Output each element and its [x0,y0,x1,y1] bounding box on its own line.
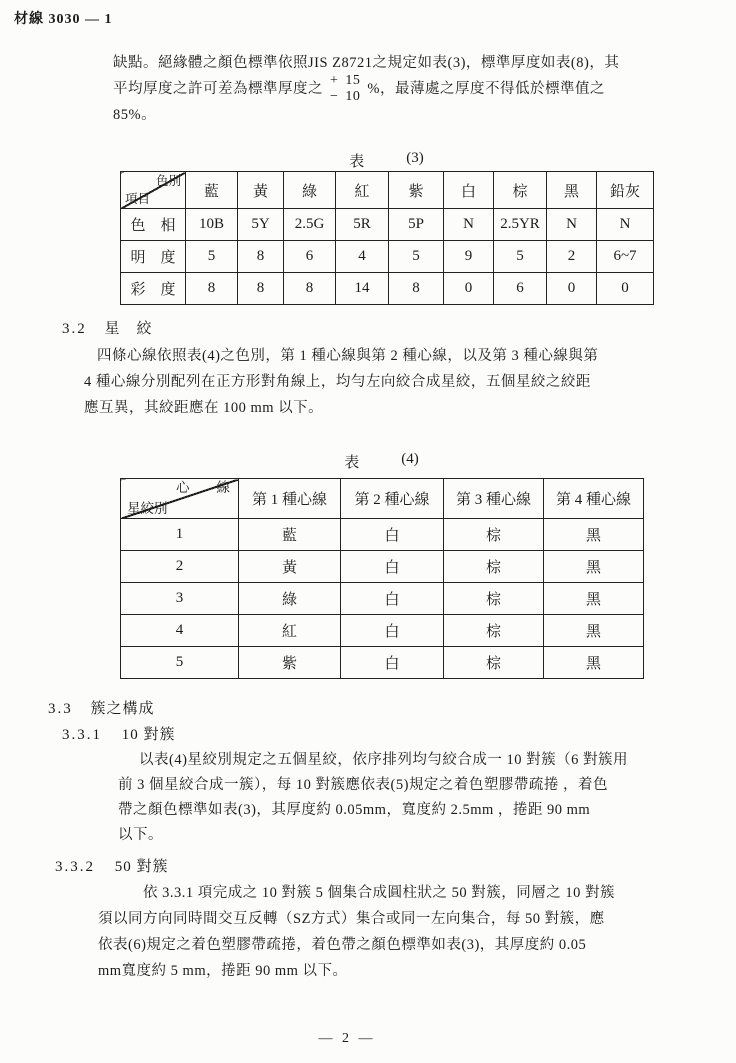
table-3-cell: 0 [547,273,597,305]
table-3-row [121,209,654,241]
table-4-cell: 紅 [239,615,341,647]
table-3-corner-bottom-label: 項目 [125,192,151,206]
table-3-cell: 6 [284,241,336,273]
table-4-corner-bottom-label: 星絞別 [127,501,168,516]
table-4-cell: 黑 [544,647,644,679]
table-3-cell: 8 [238,273,284,305]
intro-line-2-pre: 平均厚度之許可差為標準厚度之 [113,81,323,97]
table-3-col-header: 黃 [238,172,284,209]
table-4-cell: 黑 [544,583,644,615]
table-4-row [121,519,644,551]
tolerance-plus-sign: + [330,73,339,88]
table-4-cell: 黑 [544,519,644,551]
table-3-cell: 9 [444,241,494,273]
table-3 [120,171,654,305]
section-3-3-2-title: 50 對簇 [114,859,169,875]
table-3-cell: 8 [284,273,336,305]
table-4-row-label: 2 [121,551,239,583]
table-3-cell: 0 [444,273,494,305]
page-number: — 2 — [318,1031,376,1046]
table-4-col-header: 第 1 種心線 [239,479,341,519]
tolerance-minus-value: 10 [345,89,361,104]
table-4-caption [120,451,643,472]
section-3-3-1-line: 以表(4)星絞別規定之五個星絞，依序排列均勻絞合成一 10 對簇（6 對簇用 [139,752,629,768]
intro-paragraph [113,50,705,128]
table-3-col-header: 白 [444,172,494,209]
table-4-row [121,551,644,583]
table-4-corner-cell [121,479,239,519]
table-3-row-label: 彩 度 [121,273,186,305]
table-3-caption-label: 表 [349,154,365,170]
table-3-cell: 2.5YR [494,209,547,241]
section-3-3-heading [48,697,155,718]
section-3-2-title: 星 絞 [104,321,153,337]
table-3-col-header: 綠 [284,172,336,209]
section-3-2-line: 4 種心線分別配列在正方形對角線上，均勻左向絞合成星絞，五個星絞之絞距 [84,374,591,390]
table-4-col-header: 第 4 種心線 [544,479,644,519]
table-4-row-label: 3 [121,583,239,615]
table-4-cell: 白 [341,551,444,583]
doc-number: 材線 3030 — 1 [14,12,113,27]
section-3-3-1-line: 以下。 [118,827,163,843]
table-4-cell: 棕 [444,551,544,583]
table-4-cell: 白 [341,583,444,615]
table-3-cell: 10B [186,209,238,241]
section-3-3-2-line: 須以同方向同時間交互反轉（SZ方式）集合或同一左向集合，每 50 對簇，應 [98,911,605,927]
section-3-3-1-title: 10 對簇 [121,727,176,743]
section-3-2-line: 四條心線依照表(4)之色別，第 1 種心線與第 2 種心線，以及第 3 種心線與第 [97,348,599,364]
intro-line-1: 缺點。絕緣體之顏色標準依照JIS Z8721之規定如表(3)，標準厚度如表(8)，其 [113,55,620,71]
table-3-cell: 4 [336,241,389,273]
table-3-cell: 5 [494,241,547,273]
table-3-row [121,241,654,273]
table-3-cell: 5 [186,241,238,273]
section-3-2-heading [62,317,153,338]
table-3-cell: 8 [238,241,284,273]
section-3-3-1-heading [62,723,176,744]
table-3-col-header: 黑 [547,172,597,209]
table-3-cell: 5R [336,209,389,241]
table-3-col-header: 紫 [389,172,444,209]
table-4-cell: 棕 [444,615,544,647]
table-4-row-label: 5 [121,647,239,679]
section-3-2-line: 應互異，其絞距應在 100 mm 以下。 [84,400,324,416]
table-3-cell: 6~7 [597,241,654,273]
table-3-cell: N [444,209,494,241]
table-3-caption [120,150,653,171]
section-3-3-2-heading [55,855,169,876]
table-3-row-label: 色 相 [121,209,186,241]
table-4-col-header: 第 2 種心線 [341,479,444,519]
table-3-caption-number: (3) [406,150,424,166]
table-4-cell: 棕 [444,519,544,551]
intro-line-2 [113,73,705,104]
section-3-2-body [84,343,706,421]
table-3-col-header: 藍 [186,172,238,209]
tolerance-fraction [330,73,360,105]
section-3-2-number: 3.2 [62,321,87,337]
tolerance-plus-value: 15 [345,73,361,88]
tolerance-upper [330,73,360,89]
table-3-cell: 5Y [238,209,284,241]
table-4-cell: 黑 [544,615,644,647]
table-4-col-header: 第 3 種心線 [444,479,544,519]
table-3-cell: N [597,209,654,241]
table-4-cell: 黑 [544,551,644,583]
table-4-row [121,615,644,647]
table-3-cell: 2 [547,241,597,273]
table-4-cell: 綠 [239,583,341,615]
table-3-col-header: 紅 [336,172,389,209]
section-3-3-1-body [118,748,708,848]
table-3-cell: 14 [336,273,389,305]
table-4-caption-number: (4) [401,451,419,467]
section-3-3-1-line: 帶之顏色標準如表(3)，其厚度約 0.05mm，寬度約 2.5mm ，捲距 90 mm [118,802,591,818]
table-3-cell: 8 [389,273,444,305]
table-4-caption-label: 表 [344,455,360,471]
tolerance-lower [330,89,360,105]
tolerance-minus-sign: − [330,89,339,104]
table-3-header-row [121,172,654,209]
table-3-cell: 2.5G [284,209,336,241]
table-3-cell: 8 [186,273,238,305]
table-4-cell: 棕 [444,647,544,679]
table-4-cell: 黃 [239,551,341,583]
table-4-cell: 棕 [444,583,544,615]
section-3-3-1-line: 前 3 個星絞合成一簇），每 10 對簇應依表(5)規定之着色塑膠帶疏捲 ，着色 [118,777,609,793]
section-3-3-2-line: 依表(6)規定之着色塑膠帶疏捲，着色帶之顏色標準如表(3)，其厚度約 0.05 [98,937,587,953]
table-4-row-label: 4 [121,615,239,647]
table-3-col-header: 棕 [494,172,547,209]
table-3-row-label: 明 度 [121,241,186,273]
table-3-cell: 5 [389,241,444,273]
table-4-cell: 白 [341,647,444,679]
table-3-corner-cell [121,172,186,209]
section-3-3-2-number: 3.3.2 [55,859,95,875]
section-3-3-2-line: 依 3.3.1 項完成之 10 對簇 5 個集合成圓柱狀之 50 對簇，同層之 10 對簇 [143,885,615,901]
table-3-corner-top-label: 色別 [155,174,181,188]
table-3-cell: 5P [389,209,444,241]
table-4-row [121,583,644,615]
table-4-cell: 白 [341,615,444,647]
intro-line-2-post: %，最薄處之厚度不得低於標準值之 [367,81,605,97]
section-3-3-2-line: mm寬度約 5 mm，捲距 90 mm 以下。 [98,963,348,979]
table-4-cell: 紫 [239,647,341,679]
table-4-corner-top-label: 心 線 [176,480,230,495]
table-3-cell: N [547,209,597,241]
table-4-cell: 白 [341,519,444,551]
table-3-row [121,273,654,305]
table-4-header-row [121,479,644,519]
table-3-cell: 6 [494,273,547,305]
section-3-3-number: 3.3 [48,701,73,717]
table-3-cell: 0 [597,273,654,305]
intro-line-3: 85%。 [113,107,157,123]
table-4-row-label: 1 [121,519,239,551]
table-3-col-header: 鉛灰 [597,172,654,209]
section-3-3-1-number: 3.3.1 [62,727,102,743]
table-4-row [121,647,644,679]
table-4 [120,478,644,679]
table-4-cell: 藍 [239,519,341,551]
section-3-3-2-body [98,880,710,984]
section-3-3-title: 簇之構成 [90,701,155,717]
